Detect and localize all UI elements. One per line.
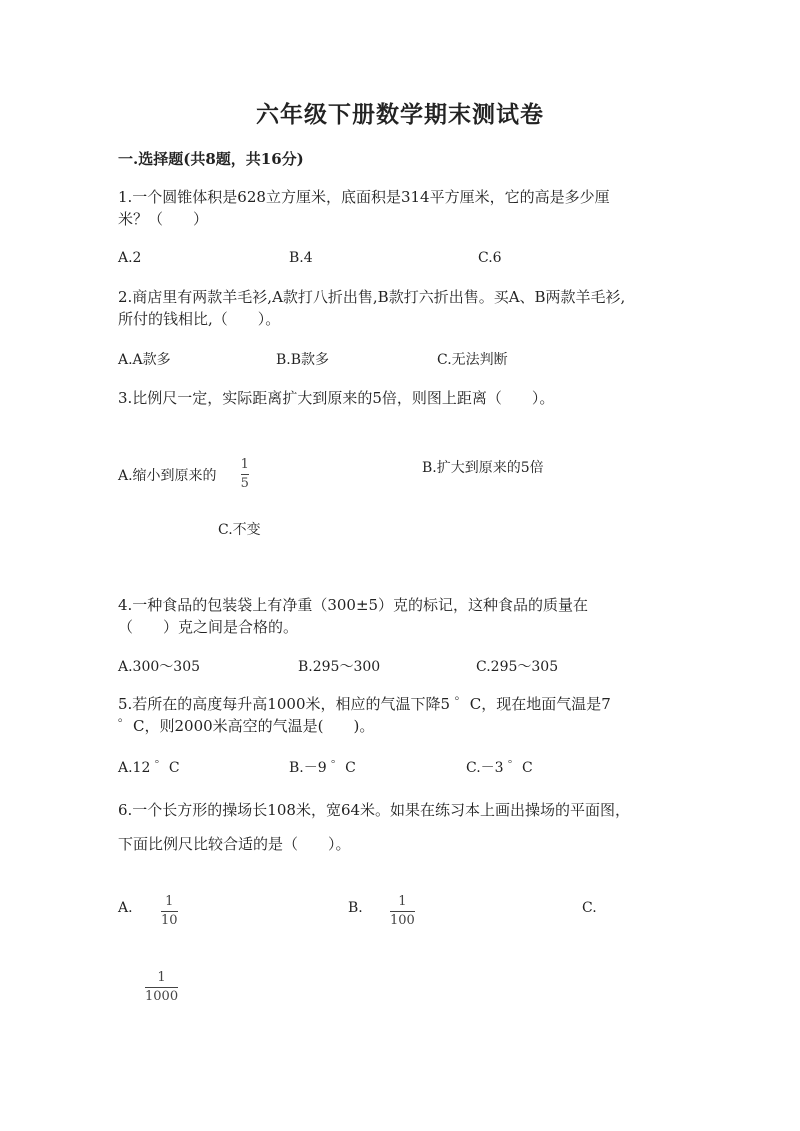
question-5 (118, 693, 611, 737)
fraction-bar (145, 987, 178, 988)
question-2-line-2: 所付的钱相比,（ ）。 (118, 310, 281, 328)
page-title: 六年级下册数学期末测试卷 (256, 101, 544, 128)
question-5-line-2: ゜C，则2000米高空的气温是( )。 (118, 717, 375, 735)
question-1 (118, 186, 610, 230)
fraction-bar (161, 911, 178, 912)
question-5-option-a[interactable]: A.12 ゜C (118, 760, 180, 776)
question-3-line-1: 3.比例尺一定，实际距离扩大到原来的5倍，则图上距离（ ）。 (118, 389, 555, 407)
question-4-line-1: 4.一种食品的包装袋上有净重（300±5）克的标记，这种食品的质量在 (118, 596, 589, 614)
question-1-option-c[interactable]: C.6 (478, 250, 502, 266)
question-6-option-a[interactable]: A. (118, 900, 133, 916)
fraction-numerator: 1 (240, 457, 249, 472)
fraction-bar (241, 474, 249, 475)
question-5-line-1: 5.若所在的高度每升高1000米，相应的气温下降5 ゜C，现在地面气温是7 (118, 695, 611, 713)
question-3 (118, 387, 554, 409)
question-1-option-b[interactable]: B.4 (289, 250, 313, 266)
question-6-line-1: 6.一个长方形的操场长108米，宽64米。如果在练习本上画出操场的平面图， (118, 801, 631, 819)
question-1-option-a[interactable]: A.2 (118, 250, 142, 266)
question-4-option-c[interactable]: C.295～305 (476, 659, 559, 675)
section-heading: 一.选择题(共8题，共16分) (118, 150, 304, 168)
question-2 (118, 286, 625, 330)
fraction-denominator: 1000 (145, 989, 179, 1004)
question-6-option-b[interactable]: B. (348, 900, 363, 916)
fraction-one-hundredth (390, 894, 415, 929)
question-6 (118, 793, 630, 861)
fraction-one-thousandth (145, 970, 178, 1005)
question-4 (118, 594, 588, 638)
fraction-denominator: 100 (390, 913, 415, 928)
question-2-option-a[interactable]: A.A款多 (118, 352, 171, 368)
fraction-bar (390, 911, 415, 912)
question-4-line-2: （ ）克之间是合格的。 (118, 618, 299, 636)
fraction-numerator: 1 (398, 894, 407, 909)
question-5-option-b[interactable]: B.－9 ゜C (289, 760, 356, 776)
fraction-denominator: 10 (161, 913, 178, 928)
question-5-option-c[interactable]: C.－3 ゜C (466, 760, 533, 776)
question-3-option-a[interactable] (118, 457, 249, 492)
question-3-option-b[interactable]: B.扩大到原来的5倍 (422, 460, 544, 476)
fraction-numerator: 1 (157, 970, 166, 985)
question-1-line-2: 米？（ ） (118, 210, 209, 228)
fraction-numerator: 1 (165, 894, 174, 909)
fraction-one-tenth (161, 894, 178, 929)
question-2-line-1: 2.商店里有两款羊毛衫,A款打八折出售,B款打六折出售。买A、B两款羊毛衫, (118, 288, 626, 306)
fraction-denominator: 5 (240, 476, 249, 491)
question-2-option-c[interactable]: C.无法判断 (437, 352, 508, 368)
question-6-line-2: 下面比例尺比较合适的是（ ）。 (118, 835, 351, 853)
question-6-option-c[interactable]: C. (582, 900, 597, 916)
question-3-option-a-label: A.缩小到原来的 (118, 467, 217, 484)
question-2-option-b[interactable]: B.B款多 (276, 352, 330, 368)
question-4-option-a[interactable]: A.300～305 (118, 659, 201, 675)
question-3-option-c[interactable]: C.不变 (218, 522, 261, 538)
fraction-one-fifth (241, 457, 249, 492)
question-4-option-b[interactable]: B.295～300 (298, 659, 381, 675)
question-1-line-1: 1.一个圆锥体积是628立方厘米，底面积是314平方厘米，它的高是多少厘 (118, 188, 610, 206)
